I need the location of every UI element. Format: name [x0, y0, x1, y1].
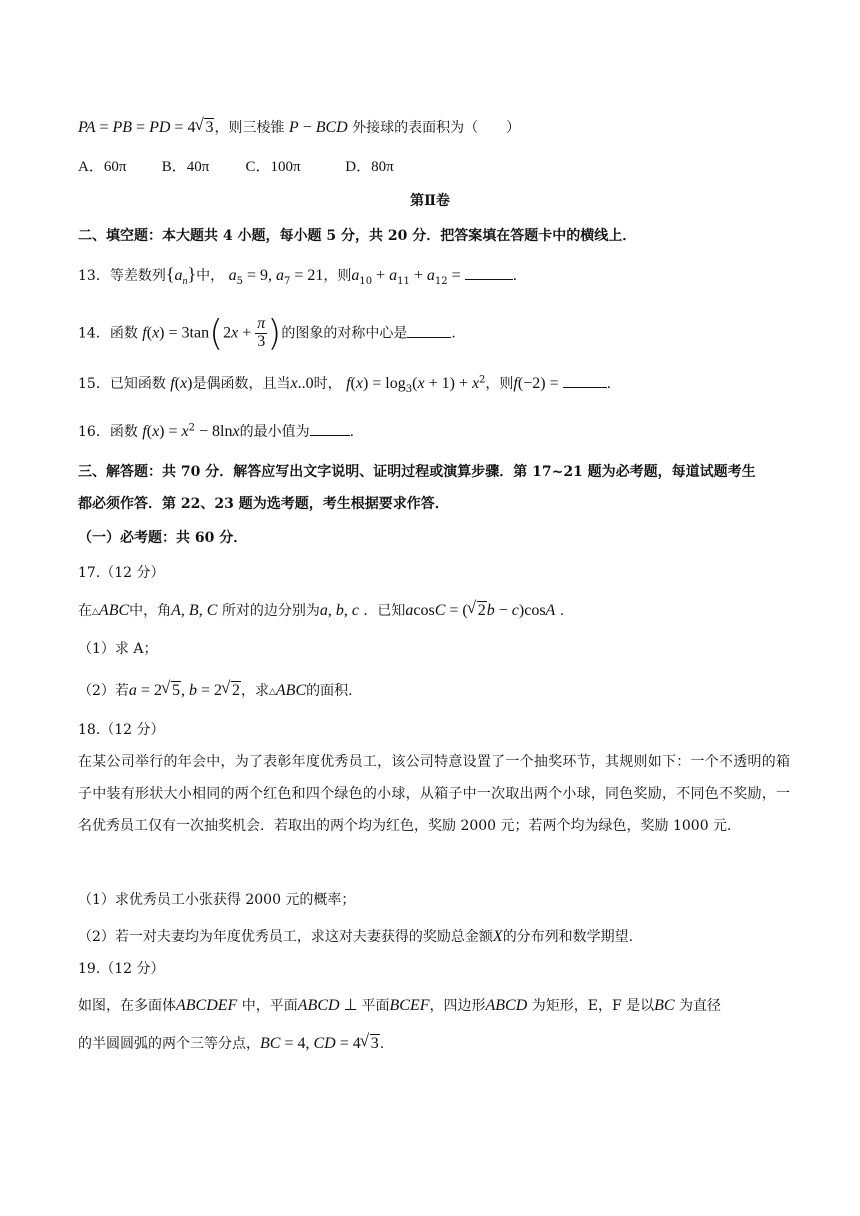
- question-15: 15．已知函数 f(x)是偶函数，且当x..0时， $f(x) = \log_3(x + 1) + x^2$，则f(−2) = .: [78, 374, 612, 395]
- q13-mid2: ，则: [323, 268, 352, 284]
- q17-part2-a: （2）若: [78, 683, 129, 699]
- q12-tail2: 外接球的表面积为（ ）: [352, 120, 521, 136]
- question-14: 14．函数 f(x) = 3tan(2x + $\frac{\pi}{3}$ )的图象的对称中心是 .: [78, 313, 456, 354]
- section-ii-title: 第Ⅱ卷: [410, 193, 450, 209]
- q18-number: 18.（12 分）: [78, 722, 165, 738]
- q19-number: 19.（12 分）: [78, 961, 165, 977]
- q14-tail: 的图象的对称中心是: [281, 325, 408, 342]
- q12-continuation: PA = PB = PD = 4√ 3，则三棱锥 P − BCD 外接球的表面积为（ ）: [78, 118, 790, 137]
- q12-tail: ，则三棱锥: [214, 120, 285, 136]
- question-13: 13．等差数列$\{a_n\}$中， $a_5 = 9$, $a_7 = 21$，则$a_{10} + a_{11} + a_{12}$ = .: [78, 264, 518, 287]
- solution-header-line2: 都必须作答．第 22、23 题为选考题，考生根据要求作答．: [78, 496, 449, 512]
- q17-statement: 在△ABC中，角A, B, C 所对的边分别为a, b, c ．已知acosC = (√ 2b − c)cosA .: [78, 601, 790, 620]
- q19-line1: 如图，在多面体ABCDEF 中，平面ABCD ⊥ 平面BCEF，四边形ABCD 为矩形，E，F 是以BC 为直径: [78, 997, 722, 1014]
- required-questions-header: （一）必考题：共 60 分．: [78, 530, 248, 546]
- q16-tail: 的最小值为: [239, 424, 310, 440]
- q17-number: 17.（12 分）: [78, 565, 165, 581]
- q17-text-a: 在: [78, 603, 92, 619]
- q15-answer-blank[interactable]: [563, 375, 607, 388]
- q18-part2: （2）若一对夫妻均为年度优秀员工，求这对夫妻获得的奖励总金额X的分布列和数学期望.: [78, 928, 634, 945]
- q15-number: 15．: [78, 376, 110, 392]
- q19-text-d: ，四边形: [429, 998, 486, 1014]
- q19-text-f: 为直径: [679, 998, 722, 1014]
- q15-mid3: ，则: [485, 376, 514, 392]
- q19-text-g: 的半圆圆弧的两个三等分点，: [78, 1036, 260, 1052]
- q13-text: 等差数列: [109, 268, 166, 284]
- q14-answer-blank[interactable]: [407, 325, 451, 338]
- q15-mid2: 时，: [313, 376, 342, 392]
- fill-in-header: 二、填空题：本大题共 4 小题，每小题 5 分，共 20 分．把答案填在答题卡中的横线上．: [78, 228, 637, 244]
- q19-text-e: 为矩形，E，F 是以: [531, 998, 655, 1014]
- q13-mid: 中，: [196, 268, 225, 284]
- option-c: C．100π: [245, 159, 301, 175]
- q17-text-b: 中，角: [129, 603, 172, 619]
- q17-part2-b: ，求: [240, 683, 269, 699]
- q16-text: 函数: [109, 424, 138, 440]
- q17-part2: （2）若a = 2√ 5, b = 2√ 2，求△ABC的面积.: [78, 681, 790, 700]
- q12-options: [78, 158, 790, 176]
- q13-number: 13．: [78, 268, 110, 284]
- q15-text: 已知函数: [109, 376, 166, 392]
- option-b: B．40π: [161, 159, 210, 175]
- question-16: 16．函数 $f(x) = x^2 - 8\ln x$的最小值为 .: [78, 422, 355, 440]
- solution-header-line1: 三、解答题：共 70 分．解答应写出文字说明、证明过程或演算步骤．第 17~21 题为必考题，每道试题考生: [78, 464, 756, 480]
- q16-answer-blank[interactable]: [310, 423, 350, 436]
- q15-mid: 是偶函数，且当: [192, 376, 291, 392]
- q18-body: 在某公司举行的年会中，为了表彰年度优秀员工，该公司特意设置了一个抽奖环节，其规则如下：一个不透明的箱子中装有形状大小相同的两个红色和四个绿色的小球，从箱子中一次取出两个小球，同色奖励，不同色不奖励，一名优秀员工仅有一次抽奖机会．若取出的两个均为红色，奖励 2000 元；若两个均为绿色，奖励 1000 元．: [78, 754, 790, 834]
- q13-answer-blank[interactable]: [465, 267, 513, 280]
- q19-text-h: .: [379, 1036, 385, 1052]
- option-d: D．80π: [345, 159, 394, 175]
- q14-text: 函数: [109, 325, 138, 342]
- q16-number: 16．: [78, 424, 110, 440]
- q19-text-b: 中，平面: [241, 998, 298, 1014]
- q19-text-c: 平面: [361, 998, 390, 1014]
- q18-part2-b: 的分布列和数学期望.: [502, 929, 634, 945]
- q19-line2: 的半圆圆弧的两个三等分点，BC = 4, CD = 4√ 3.: [78, 1034, 790, 1053]
- q14-number: 14．: [78, 325, 110, 342]
- q19-text-a: 如图，在多面体: [78, 998, 176, 1014]
- q17-text-c: 所对的边分别为: [221, 603, 320, 619]
- option-a: A．60π: [78, 159, 127, 175]
- q18-part2-a: （2）若一对夫妻均为年度优秀员工，求这对夫妻获得的奖励总金额: [78, 929, 493, 945]
- q17-text-d: ．已知: [363, 603, 406, 619]
- q17-part1: （1）求 A；: [78, 641, 158, 657]
- q17-part2-c: 的面积.: [306, 683, 353, 699]
- q18-part1: （1）求优秀员工小张获得 2000 元的概率；: [78, 892, 356, 908]
